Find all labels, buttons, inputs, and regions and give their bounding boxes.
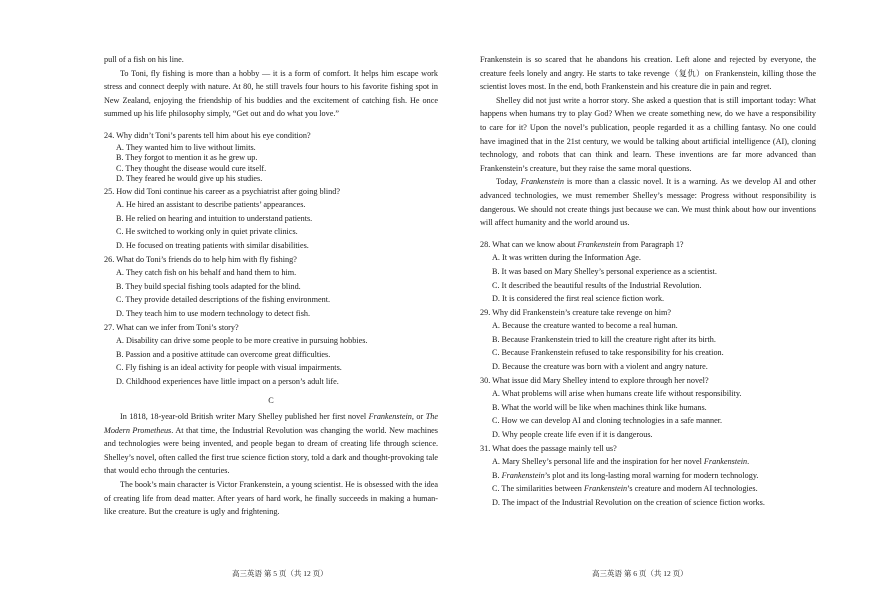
option: B. He relied on hearing and intuition to understand patients.	[116, 213, 313, 223]
option: A. It was written during the Information Age.	[492, 253, 641, 263]
option: C. They provide detailed descriptions of the fishing environment.	[116, 295, 331, 305]
option: B. Frankenstein’s plot and its long-lasting moral warning for modern technology.	[492, 470, 759, 480]
paragraph: Today, Frankenstein is more than a classic novel. It is a warning. As we develop AI and other advanced technologies, we must remember Shelley’s message: Progress without responsibility is dangerous. We should not create things just because we can. We must think about how our inventions will affect humanity and the world around us.	[480, 177, 817, 228]
right-column	[480, 53, 816, 510]
option: A. Disability can drive some people to be more creative in pursuing hobbies.	[116, 336, 368, 346]
question-stem: 24. Why didn’t Toni’s parents tell him about his eye condition?	[104, 130, 311, 140]
question-25	[104, 185, 438, 253]
paragraph: pull of a fish on his line.	[104, 55, 184, 64]
option: A. What problems will arise when humans create life without responsibility.	[492, 389, 742, 399]
option: A. Because the creature wanted to become a real human.	[492, 321, 678, 331]
paragraph: To Toni, fly fishing is more than a hobby — it is a form of comfort. It helps him escape work stress and connect deeply with nature. At 80, he still travels four hours to his favorite fishing spot in New Zealand, enjoying the friendship of his buddies and the excitement of catching fish. He once summed up his life philosophy simply, “Get out and do what you love.”	[104, 68, 438, 119]
option: D. He focused on treating patients with similar disabilities.	[116, 240, 309, 250]
option: B. They forgot to mention it as he grew up.	[116, 153, 258, 163]
question-24	[104, 129, 438, 185]
option: D. They feared he would give up his studies.	[116, 174, 263, 184]
option: C. Because Frankenstein refused to take responsibility for his creation.	[492, 348, 724, 358]
question-stem: 26. What do Toni’s friends do to help him with fly fishing?	[104, 254, 297, 264]
option: A. He hired an assistant to describe patients’ appearances.	[116, 200, 306, 210]
option: B. They build special fishing tools adapted for the blind.	[116, 281, 301, 291]
option: D. The impact of the Industrial Revolution on the creation of science fiction works.	[492, 498, 765, 507]
question-26	[104, 253, 438, 321]
question-stem: 27. What can we infer from Toni’s story?	[104, 322, 239, 332]
option: B. What the world will be like when machines think like humans.	[492, 402, 707, 412]
question-28	[480, 238, 816, 306]
option: D. Why people create life even if it is dangerous.	[492, 430, 653, 440]
option: D. Because the creature was born with a violent and angry nature.	[492, 362, 708, 372]
option: B. It was based on Mary Shelley’s personal experience as a scientist.	[492, 266, 717, 276]
option: B. Passion and a positive attitude can overcome great difficulties.	[116, 349, 331, 359]
question-stem: 28. What can we know about Frankenstein from Paragraph 1?	[480, 239, 684, 249]
page-footer: 高三英语 第 5 页（共 12 页）	[232, 569, 328, 578]
question-30	[480, 374, 816, 442]
paragraph: In 1818, 18-year-old British writer Mary Shelley published her first novel Frankenstein, or The Modern Prometheus. At that time, the Industrial Revolution was changing the world. New machines and technologies were being invented, and people began to dream of creating life through science. Shelley’s novel, often called the first true science fiction story, told a dark and thought-provoking tale that would echo through the centuries.	[104, 412, 439, 476]
option: B. Because Frankenstein tried to kill the creature right after its birth.	[492, 334, 716, 344]
option: C. The similarities between Frankenstein’s creature and modern AI technologies.	[492, 484, 758, 494]
option: D. They teach him to use modern technology to detect fish.	[116, 308, 311, 318]
section-heading: C	[268, 396, 274, 406]
option: A. They wanted him to live without limits.	[116, 142, 256, 152]
option: D. Childhood experiences have little impact on a person’s adult life.	[116, 376, 339, 386]
page-footer: 高三英语 第 6 页（共 12 页）	[592, 569, 688, 578]
option: A. Mary Shelley’s personal life and the inspiration for her novel Frankenstein.	[492, 457, 750, 467]
paragraph: Shelley did not just write a horror story. She asked a question that is still important today: What happens when humans try to play God? When we create something new, do we have a responsibility to care for it? Upon the novel’s publication, people regarded it as a chilling fantasy. No one could have imagined that in the 21st century, we would be talking about artificial intelligence (AI), cloning technology, and robots that can think and learn. These inventions are far more advanced than Frankenstein’s creature, but they raise the same moral questions.	[480, 95, 816, 173]
option: C. He switched to working only in quiet private clinics.	[116, 227, 298, 237]
question-31	[480, 442, 816, 510]
question-stem: 29. Why did Frankenstein’s creature take revenge on him?	[480, 307, 672, 317]
left-column	[104, 53, 438, 519]
option: C. It described the beautiful results of the Industrial Revolution.	[492, 280, 702, 290]
option: A. They catch fish on his behalf and hand them to him.	[116, 268, 297, 278]
option: C. Fly fishing is an ideal activity for people with visual impairments.	[116, 363, 342, 373]
question-29	[480, 306, 816, 374]
paragraph: Frankenstein is so scared that he abandons his creation. Left alone and rejected by everyone, the creature feels lonely and angry. He starts to take revenge（复仇）on Frankenstein, killing those the scientist loves most. In the end, both Frankenstein and his creature die in pain and regret.	[480, 55, 816, 92]
question-27	[104, 321, 438, 389]
option: C. They thought the disease would cure itself.	[116, 163, 267, 173]
option: C. How we can develop AI and cloning technologies in a safe manner.	[492, 416, 723, 426]
question-stem: 30. What issue did Mary Shelley intend to explore through her novel?	[480, 375, 709, 385]
paragraph: The book’s main character is Victor Frankenstein, a young scientist. He is obsessed with the idea of creating life from dead matter. After years of hard work, he finally succeeds in making a human-like creature. But the creature is ugly and frightening.	[104, 480, 438, 517]
question-stem: 25. How did Toni continue his career as a psychiatrist after going blind?	[104, 186, 340, 196]
question-stem: 31. What does the passage mainly tell us?	[480, 443, 617, 453]
option: D. It is considered the first real science fiction work.	[492, 294, 665, 304]
